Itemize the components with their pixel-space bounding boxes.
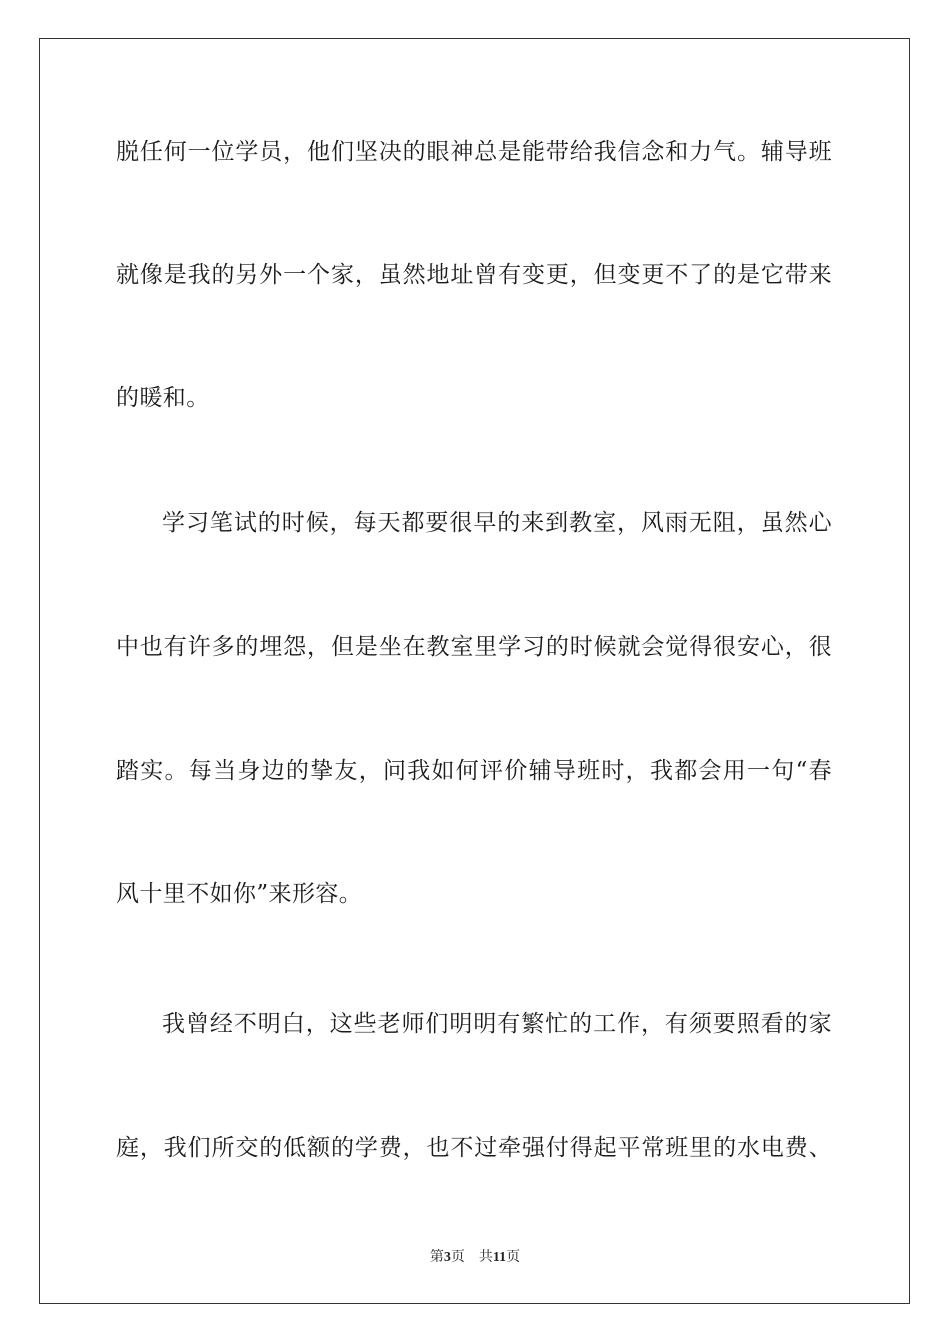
paragraph-1-line-1: 脱任何一位学员，他们坚决的眼神总是能带给我信念和力气。辅导班 [116,139,832,165]
paragraph-3-line-2: 庭，我们所交的低额的学费，也不过牵强付得起平常班里的水电费、 [116,1135,832,1161]
paragraph-2-line-2: 中也有许多的埋怨，但是坐在教室里学习的时候就会觉得很安心，很 [116,634,832,660]
page-number: 3 [443,1250,451,1265]
paragraph-2-line-1: 学习笔试的时候，每天都要很早的来到教室，风雨无阻，虽然心 [162,510,832,536]
paragraph-2-line-3: 踏实。每当身边的挚友，问我如何评价辅导班时，我都会用一句“春 [116,758,832,784]
paragraph-3-line-1: 我曾经不明白，这些老师们明明有繁忙的工作，有须要照看的家 [162,1011,832,1037]
page-suffix: 页 [450,1249,465,1265]
total-prefix: 共 [478,1249,493,1265]
total-pages: 11 [492,1250,507,1265]
paragraph-2-line-4: 风十里不如你”来形容。 [116,881,363,907]
paragraph-1-line-2: 就像是我的另外一个家，虽然地址曾有变更，但变更不了的是它带来 [116,262,832,288]
paragraph-1-line-3: 的暖和。 [116,385,210,411]
page-prefix: 第 [429,1249,444,1265]
page-footer [0,1248,950,1267]
total-suffix: 页 [506,1249,521,1265]
page-border [39,38,910,1304]
